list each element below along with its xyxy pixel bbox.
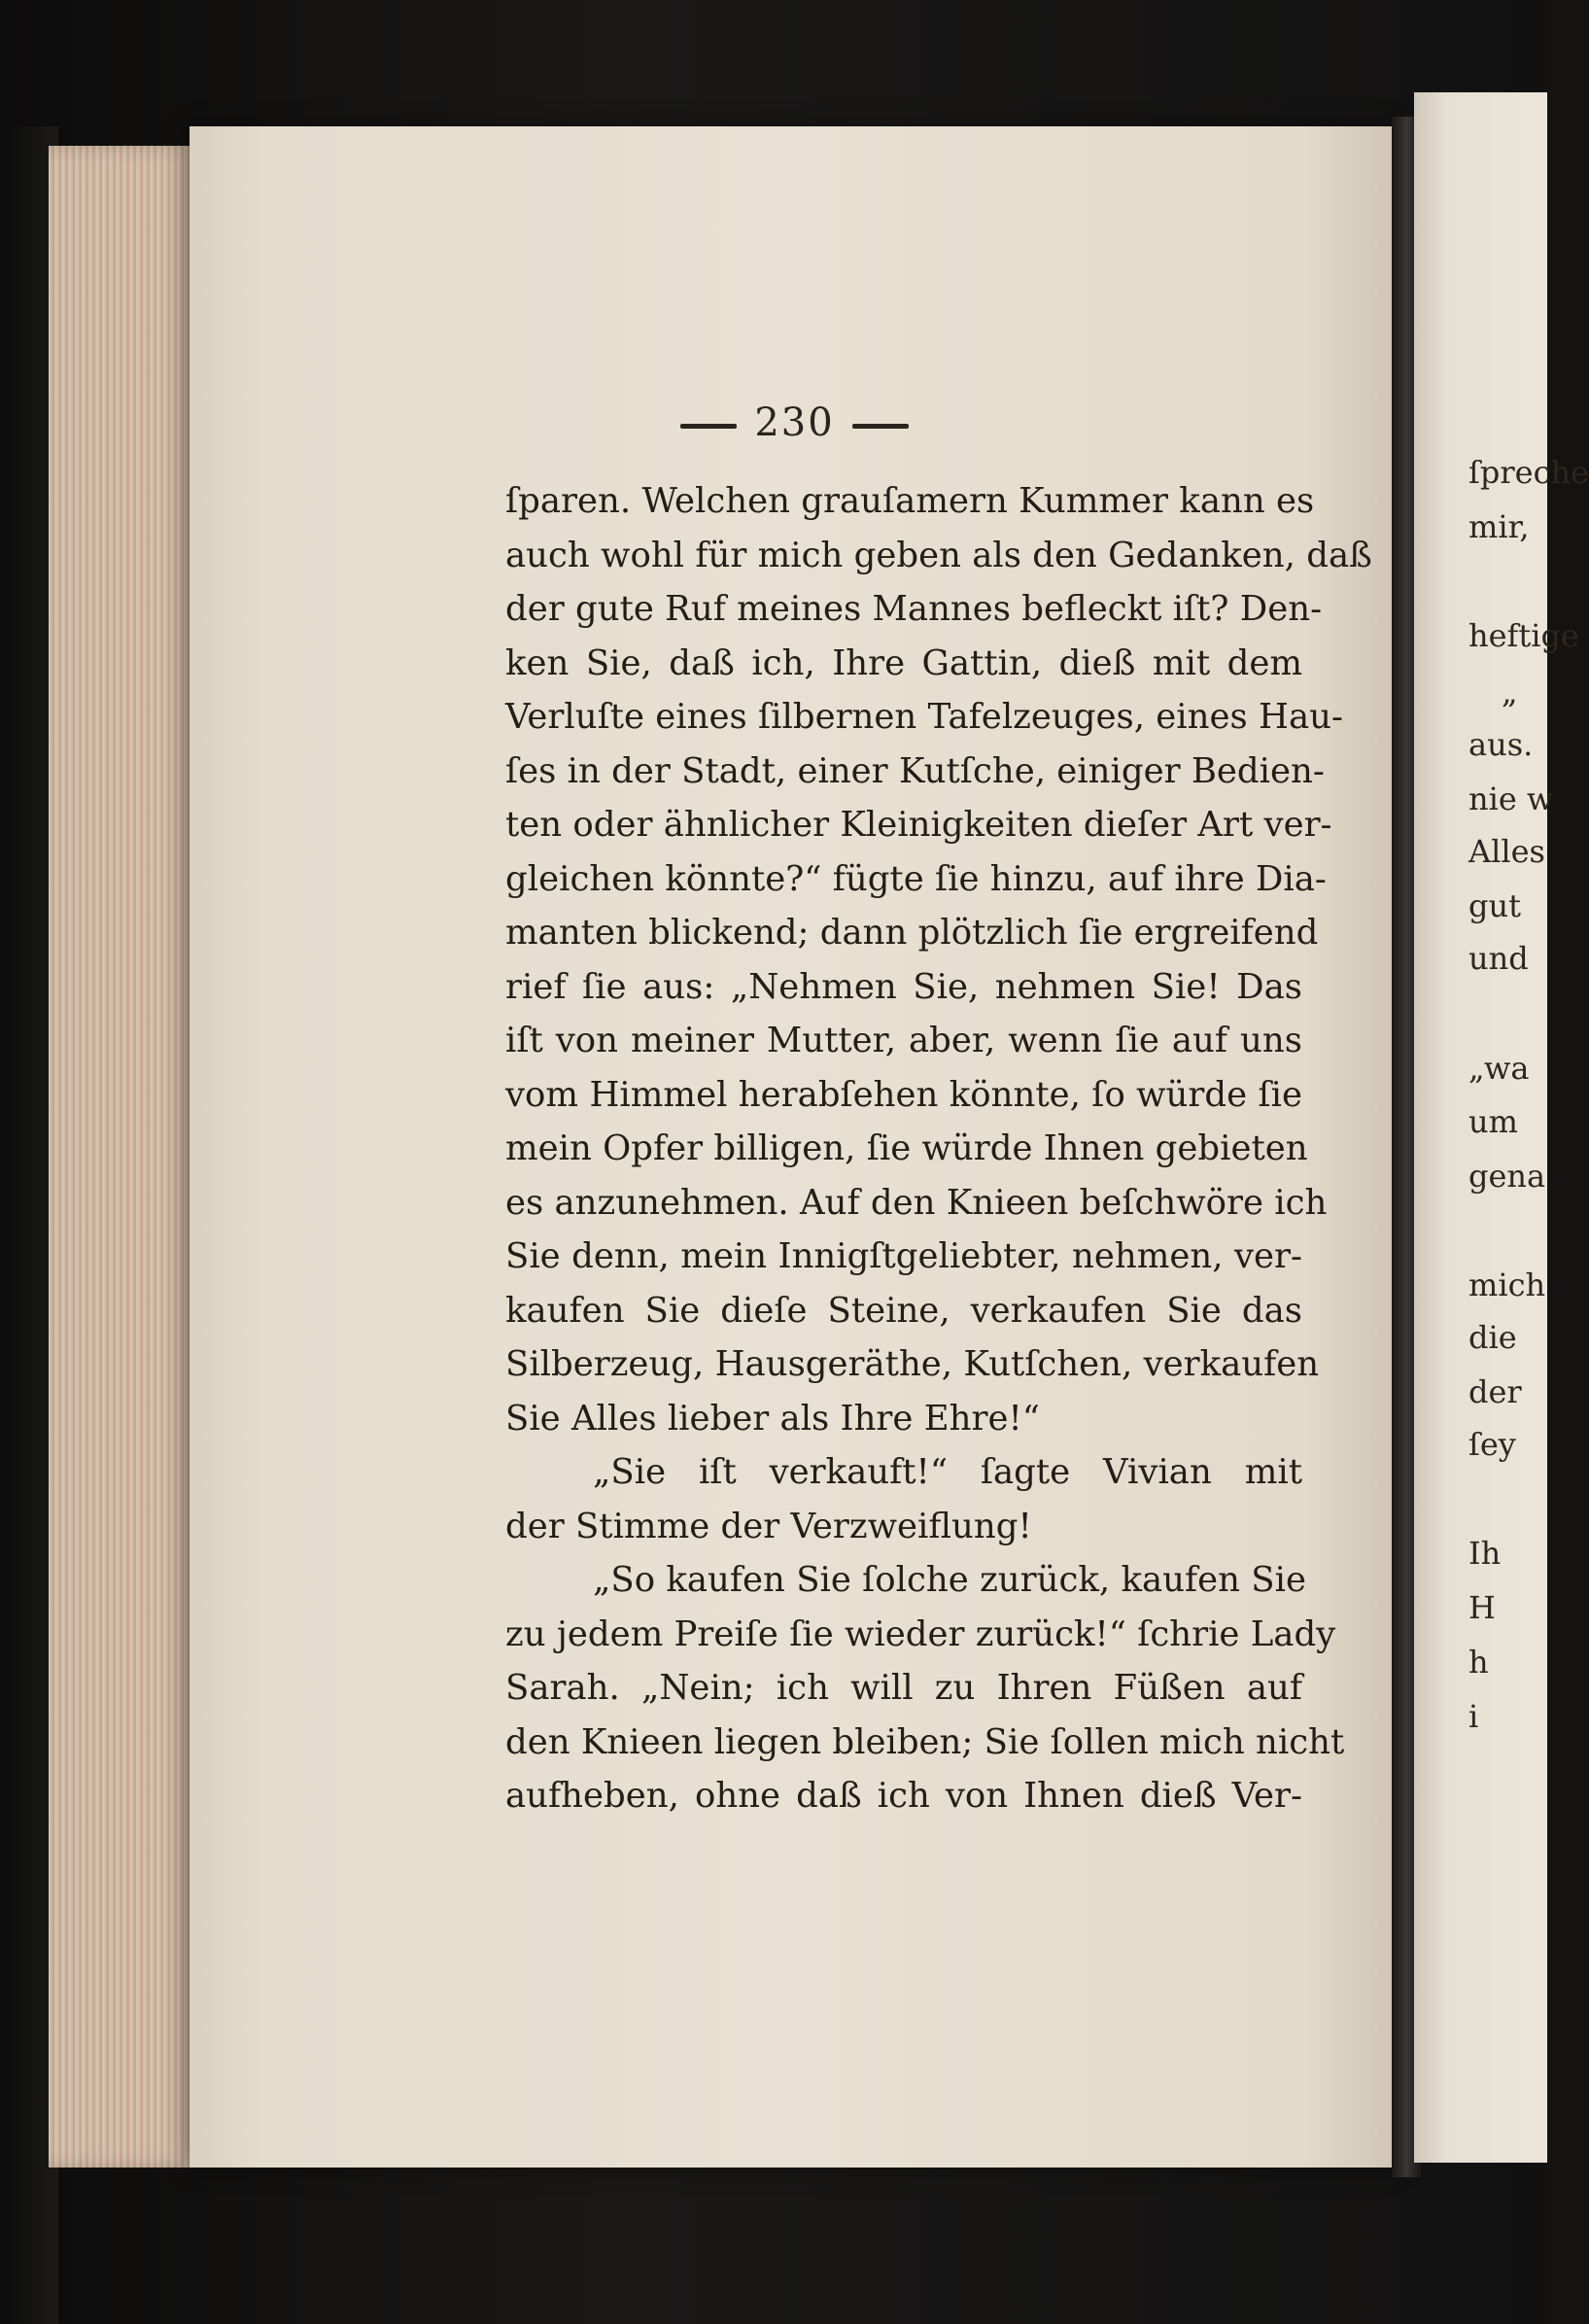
facing-page-fragment: nie w xyxy=(1468,780,1554,817)
facing-page-fragment: aus. xyxy=(1468,726,1534,763)
text-line: iſt von meiner Mutter, aber, wenn ſie auf uns xyxy=(505,1021,1302,1060)
facing-page-fragment: gena xyxy=(1468,1158,1546,1195)
text-line: „Sie iſt verkauft!“ ſagte Vivian mit xyxy=(593,1452,1302,1492)
text-line: manten blickend; dann plötzlich ſie ergreifend xyxy=(505,913,1319,953)
facing-page-fragment: der xyxy=(1468,1373,1522,1410)
facing-page-fragment: und xyxy=(1468,940,1529,977)
text-line: mein Opfer billigen, ſie würde Ihnen gebieten xyxy=(505,1128,1308,1168)
text-line: ten oder ähnlicher Kleinigkeiten dieſer Art ver- xyxy=(505,805,1332,845)
facing-page-fragment: gut xyxy=(1468,887,1521,924)
text-line: Sie denn, mein Innigſtgeliebter, nehmen, ver- xyxy=(505,1236,1302,1276)
facing-page-fragment: heftige xyxy=(1468,617,1579,654)
page-header xyxy=(190,400,1399,445)
facing-page xyxy=(1414,92,1589,2163)
facing-page-fragment: mich xyxy=(1468,1266,1546,1303)
text-line: Sie Alles lieber als Ihre Ehre!“ xyxy=(505,1398,1040,1439)
facing-page-fragment: Ih xyxy=(1468,1535,1502,1572)
text-line: kaufen Sie dieſe Steine, verkaufen Sie das xyxy=(505,1290,1302,1331)
body-text xyxy=(505,474,1372,1823)
facing-page-fragment: ſpreche xyxy=(1468,454,1589,491)
text-line: den Knieen liegen bleiben; Sie ſollen mich nicht xyxy=(505,1721,1345,1762)
facing-page-fragment: „wa xyxy=(1468,1050,1530,1087)
header-dash-right xyxy=(852,424,909,429)
facing-page-fragment: i xyxy=(1468,1698,1479,1735)
facing-page-fragment: H xyxy=(1468,1589,1496,1626)
text-line: aufheben, ohne daß ich von Ihnen dieß Ver- xyxy=(505,1776,1302,1816)
facing-page-fragment: die xyxy=(1468,1319,1517,1356)
text-line: vom Himmel herabſehen könnte, ſo würde ſie xyxy=(505,1074,1302,1115)
text-line: ken Sie, daß ich, Ihre Gattin, dieß mit dem xyxy=(505,642,1302,683)
header-dash-left xyxy=(680,424,737,429)
text-line: zu jedem Preiſe ſie wieder zurück!“ ſchrie Lady xyxy=(505,1613,1336,1654)
text-line: der gute Ruf meines Mannes befleckt iſt? Den- xyxy=(505,589,1323,629)
text-line: Sarah. „Nein; ich will zu Ihren Füßen auf xyxy=(505,1668,1302,1708)
text-line: es anzunehmen. Auf den Knieen beſchwöre ich xyxy=(505,1182,1328,1223)
page-number: 230 xyxy=(754,400,835,445)
text-line: Verluſte eines ſilbernen Tafelzeuges, eines Hau- xyxy=(505,697,1343,737)
text-line: Silberzeug, Hausgeräthe, Kutſchen, verkaufen xyxy=(505,1344,1320,1384)
text-line: auch wohl für mich geben als den Gedanken, daß xyxy=(505,535,1372,575)
text-line: ſparen. Welchen grauſamern Kummer kann es xyxy=(505,481,1315,521)
facing-page-fragment: mir, xyxy=(1468,508,1530,545)
facing-page-fragment: h xyxy=(1468,1644,1489,1681)
facing-page-fragment: „ xyxy=(1502,674,1518,711)
facing-page-fragment: Alles xyxy=(1468,833,1545,870)
text-line: gleichen könnte?“ fügte ſie hinzu, auf ihre Dia- xyxy=(505,858,1327,899)
facing-page-fragment: ſey xyxy=(1468,1426,1516,1463)
text-line: rief ſie aus: „Nehmen Sie, nehmen Sie! Das xyxy=(505,966,1302,1007)
text-line: der Stimme der Verzweiflung! xyxy=(505,1506,1032,1546)
text-line: ſes in der Stadt, einer Kutſche, einiger Bedien- xyxy=(505,750,1325,791)
page-edges xyxy=(49,146,194,2168)
text-line: „So kaufen Sie ſolche zurück, kaufen Sie xyxy=(593,1560,1306,1600)
facing-page-fragment: um xyxy=(1468,1103,1518,1140)
